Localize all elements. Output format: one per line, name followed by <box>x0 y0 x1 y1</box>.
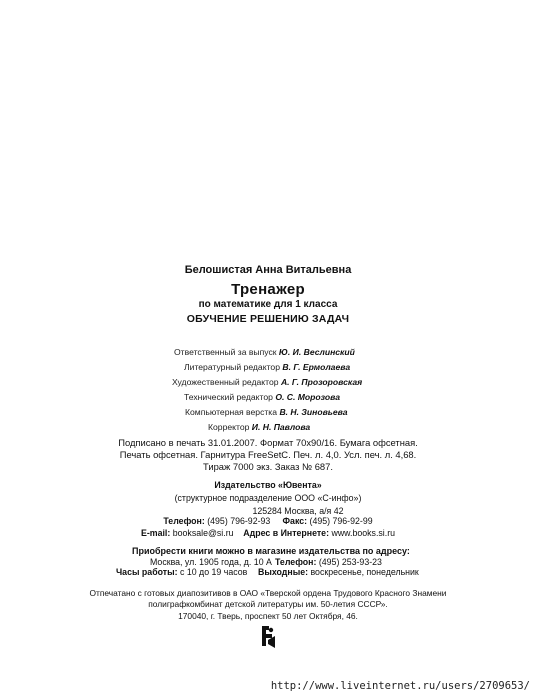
credit-line <box>185 407 348 417</box>
publisher-logo-icon <box>258 624 278 650</box>
phone-label: Телефон: <box>163 516 205 526</box>
shop-address: Москва, ул. 1905 года, д. 10 А <box>150 557 272 567</box>
credit-role: Ответственный за выпуск <box>174 347 277 357</box>
credit-role: Компьютерная верстка <box>185 407 278 417</box>
credit-role: Корректор <box>208 422 250 432</box>
credit-line <box>172 377 362 387</box>
phone-value: (495) 796-92-93 <box>207 516 271 526</box>
shop-days <box>258 567 419 577</box>
fax-label: Факс: <box>282 516 308 526</box>
credit-role: Литературный редактор <box>184 362 280 372</box>
fax-value: (495) 796-92-99 <box>309 516 373 526</box>
email-label: E-mail: <box>140 528 171 538</box>
credit-role: Технический редактор <box>184 392 273 402</box>
shop-hours <box>116 567 247 577</box>
printer-line: 170040, г. Тверь, проспект 50 лет Октября, 46. <box>178 611 358 621</box>
web-label: Адрес в Интернете: <box>243 528 330 538</box>
printer-line: полиграфкомбинат детской литературы им. 50-летия СССР». <box>148 599 388 609</box>
credit-name: Ю. И. Веслинский <box>278 347 355 357</box>
credit-name: И. Н. Павлова <box>251 422 311 432</box>
credit-line <box>184 392 340 402</box>
days-value: воскресенье, понедельник <box>310 567 419 577</box>
publisher-division: (структурное подразделение ООО «С-инфо») <box>174 493 362 503</box>
author-name: Белошистая Анна Витальевна <box>184 264 352 276</box>
credit-name: В. Н. Зиновьева <box>279 407 348 417</box>
hours-value: с 10 до 19 часов <box>179 567 248 577</box>
credit-name: А. Г. Прозоровская <box>280 377 363 387</box>
book-subtitle-caps: ОБУЧЕНИЕ РЕШЕНИЮ ЗАДАЧ <box>186 313 350 325</box>
book-title: Тренажер <box>231 281 305 298</box>
email-value: booksale@si.ru <box>172 528 234 538</box>
publisher-contacts <box>0 528 536 538</box>
book-subtitle: по математике для 1 класса <box>198 299 338 310</box>
credit-line <box>174 347 355 357</box>
credit-line <box>208 422 310 432</box>
shop-phone <box>275 557 382 567</box>
credit-name: В. Г. Ермолаева <box>282 362 351 372</box>
source-url[interactable]: http://www.liveinternet.ru/users/2709653/ <box>270 680 530 692</box>
publisher-name: Издательство «Ювента» <box>214 480 322 490</box>
shop-phone-value: (495) 253-93-23 <box>318 557 382 567</box>
shop-heading: Приобрести книги можно в магазине издательства по адресу: <box>132 546 410 556</box>
print-info-line: Подписано в печать 31.01.2007. Формат 70х90/16. Бумага офсетная. <box>118 437 418 448</box>
print-info-line: Печать офсетная. Гарнитура FreeSetC. Печ. л. 4,0. Усл. печ. л. 4,68. <box>119 449 417 460</box>
shop-phone-label: Телефон: <box>275 557 317 567</box>
credit-role: Художественный редактор <box>172 377 279 387</box>
days-label: Выходные: <box>258 567 309 577</box>
web-value: www.books.si.ru <box>331 528 396 538</box>
printer-line: Отпечатано с готовых диапозитивов в ОАО «Тверской ордена Трудового Красного Знамени <box>89 588 447 598</box>
print-info-line: Тираж 7000 экз. Заказ № 687. <box>203 461 333 472</box>
publisher-phones <box>0 516 536 526</box>
credit-name: О. С. Морозова <box>275 392 341 402</box>
credit-line <box>184 362 350 372</box>
publisher-address: 125284 Москва, а/я 42 <box>252 506 344 516</box>
hours-label: Часы работы: <box>116 567 178 577</box>
